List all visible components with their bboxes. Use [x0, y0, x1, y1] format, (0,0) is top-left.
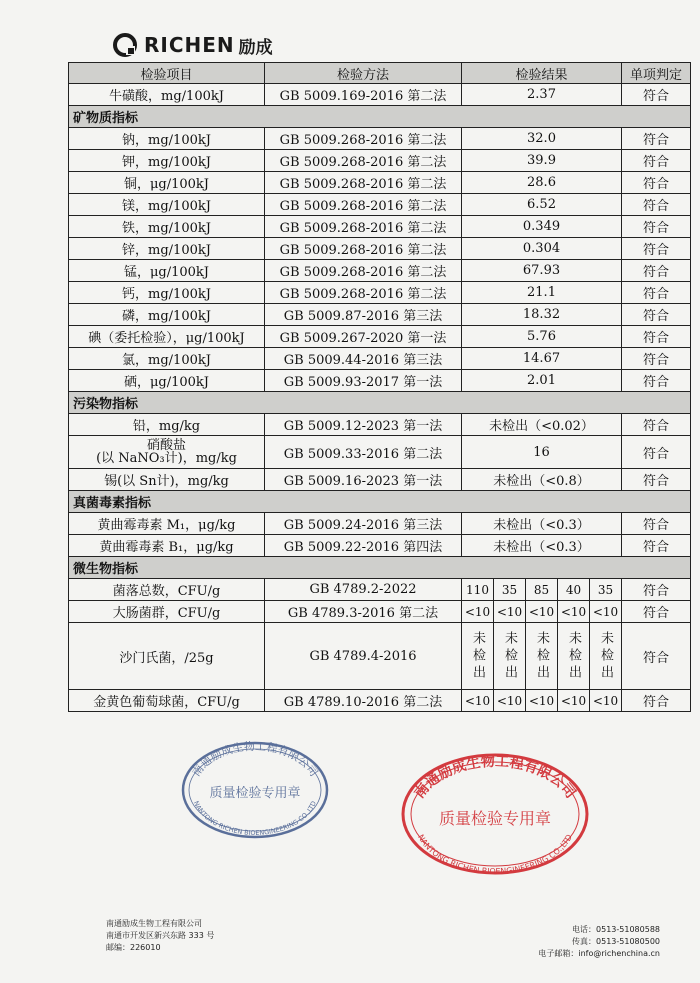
table-row — [69, 579, 691, 601]
result-values — [462, 623, 622, 690]
svg-text:南通励成生物工程有限公司 — [411, 753, 579, 802]
verdict: 符合 — [622, 326, 691, 348]
red-stamp-company: 南通励成生物工程有限公司 — [411, 753, 579, 802]
item-name: 硒，μg/100kJ — [69, 370, 265, 392]
item-name: 钾，mg/100kJ — [69, 150, 265, 172]
test-result: 未检出（<0.8） — [462, 469, 622, 491]
test-result: 39.9 — [462, 150, 622, 172]
test-result: 32.0 — [462, 128, 622, 150]
test-result: 28.6 — [462, 172, 622, 194]
column-header-verdict: 单项判定 — [622, 63, 691, 84]
red-stamp-english: NANTONG RICHEN BIOENGINEERING CO.,LTD — [415, 832, 575, 877]
quality-stamp-red — [400, 752, 590, 877]
table-row — [69, 690, 691, 712]
item-name: 铁，mg/100kJ — [69, 216, 265, 238]
svg-text:南通励成生物工程有限公司 — [190, 740, 321, 779]
item-name-line1: 硝酸盐 — [146, 438, 186, 453]
item-name: 锡(以 Sn计)，mg/kg — [69, 469, 265, 491]
table-row — [69, 370, 691, 392]
test-method: GB 5009.44-2016 第三法 — [265, 348, 462, 370]
item-name: 钙，mg/100kJ — [69, 282, 265, 304]
richen-logo-icon — [112, 32, 138, 58]
test-method: GB 5009.24-2016 第三法 — [265, 513, 462, 535]
svg-text:NANTONG RICHEN BIOENGINEERING — [416, 833, 574, 876]
item-name: 铅，mg/kg — [69, 414, 265, 436]
test-method: GB 4789.3-2016 第二法 — [265, 601, 462, 623]
item-name: 沙门氏菌，/25g — [69, 623, 265, 690]
section-row — [69, 491, 691, 513]
verdict: 符合 — [622, 436, 691, 469]
result-sample-value: 未检出 — [525, 623, 557, 689]
item-name: 锌，mg/100kJ — [69, 238, 265, 260]
column-header-method: 检验方法 — [265, 63, 462, 84]
result-sample-value: 未检出 — [470, 630, 485, 682]
item-name-line2: (以 NaNO₃计)，mg/kg — [96, 451, 237, 466]
table-row — [69, 601, 691, 623]
result-sample-value: 35 — [589, 579, 621, 600]
brand-name-cn: 励成 — [238, 37, 273, 58]
test-result: 67.93 — [462, 260, 622, 282]
item-name: 钠，mg/100kJ — [69, 128, 265, 150]
result-sample-value: 未检出 — [557, 623, 589, 689]
svg-text:NANTONG RICHEN BIOENGINEERING — [192, 800, 318, 837]
verdict: 符合 — [622, 260, 691, 282]
table-row — [69, 172, 691, 194]
verdict: 符合 — [622, 690, 691, 712]
verdict: 符合 — [622, 128, 691, 150]
footer-street: 南通市开发区新兴东路 333 号 — [106, 931, 215, 940]
table-row — [69, 436, 691, 469]
blue-stamp-title: 质量检验专用章 — [209, 786, 301, 801]
result-values — [462, 690, 622, 712]
footer-contact — [538, 924, 660, 960]
result-sample-value: <10 — [525, 601, 557, 622]
test-result: 0.349 — [462, 216, 622, 238]
section-label: 污染物指标 — [69, 392, 691, 414]
test-method: GB 5009.268-2016 第二法 — [265, 150, 462, 172]
footer-email: 电子邮箱：info@richenchina.cn — [538, 949, 660, 958]
test-method: GB 5009.33-2016 第二法 — [265, 436, 462, 469]
test-method: GB 4789.2-2022 — [265, 579, 462, 601]
test-result: 21.1 — [462, 282, 622, 304]
table-row — [69, 414, 691, 436]
table-row — [69, 282, 691, 304]
verdict: 符合 — [622, 579, 691, 601]
table-row — [69, 84, 691, 106]
result-sample-value: 85 — [525, 579, 557, 600]
section-label: 真菌毒素指标 — [69, 491, 691, 513]
table-row — [69, 260, 691, 282]
item-name: 菌落总数，CFU/g — [69, 579, 265, 601]
table-row — [69, 238, 691, 260]
section-row — [69, 392, 691, 414]
brand-name: RICHEN — [144, 33, 235, 57]
verdict: 符合 — [622, 304, 691, 326]
result-sample-value: <10 — [493, 690, 525, 711]
test-result: 0.304 — [462, 238, 622, 260]
table-row — [69, 513, 691, 535]
blue-stamp-english: NANTONG RICHEN BIOENGINEERING CO.,LTD — [191, 799, 319, 838]
test-result: 5.76 — [462, 326, 622, 348]
table-row — [69, 326, 691, 348]
result-sample-value: 未检出 — [589, 623, 621, 689]
brand-logo — [112, 30, 273, 60]
section-row — [69, 106, 691, 128]
test-method: GB 5009.87-2016 第三法 — [265, 304, 462, 326]
test-result: 未检出（<0.3） — [462, 535, 622, 557]
verdict: 符合 — [622, 216, 691, 238]
table-row — [69, 194, 691, 216]
result-sample-group — [462, 690, 621, 711]
verdict: 符合 — [622, 469, 691, 491]
item-name: 黄曲霉毒素 M₁，μg/kg — [69, 513, 265, 535]
result-sample-value: <10 — [525, 690, 557, 711]
test-method: GB 5009.268-2016 第二法 — [265, 128, 462, 150]
result-sample-group — [462, 623, 621, 689]
footer-address — [106, 918, 214, 954]
section-label: 矿物质指标 — [69, 106, 691, 128]
footer-fax: 传真：0513-51080500 — [572, 937, 660, 946]
test-method: GB 5009.268-2016 第二法 — [265, 216, 462, 238]
item-name: 金黄色葡萄球菌，CFU/g — [69, 690, 265, 712]
item-name: 铜，μg/100kJ — [69, 172, 265, 194]
test-method: GB 5009.268-2016 第二法 — [265, 172, 462, 194]
test-result: 18.32 — [462, 304, 622, 326]
result-sample-group — [462, 579, 621, 600]
test-result: 2.37 — [462, 84, 622, 106]
test-method: GB 5009.93-2017 第一法 — [265, 370, 462, 392]
item-name: 牛磺酸，mg/100kJ — [69, 84, 265, 106]
test-result: 6.52 — [462, 194, 622, 216]
result-sample-group — [462, 601, 621, 622]
table-header-row — [69, 63, 691, 84]
test-result: 14.67 — [462, 348, 622, 370]
verdict: 符合 — [622, 84, 691, 106]
footer-company: 南通励成生物工程有限公司 — [106, 919, 202, 928]
verdict: 符合 — [622, 414, 691, 436]
result-values — [462, 579, 622, 601]
verdict: 符合 — [622, 150, 691, 172]
test-result: 未检出（<0.02） — [462, 414, 622, 436]
test-method: GB 5009.16-2023 第一法 — [265, 469, 462, 491]
result-sample-value: <10 — [557, 601, 589, 622]
result-sample-value: 110 — [466, 582, 489, 597]
section-label: 微生物指标 — [69, 557, 691, 579]
test-method: GB 5009.12-2023 第一法 — [265, 414, 462, 436]
section-row — [69, 557, 691, 579]
item-name: 氯，mg/100kJ — [69, 348, 265, 370]
item-name: 镁，mg/100kJ — [69, 194, 265, 216]
table-row — [69, 150, 691, 172]
table-row — [69, 348, 691, 370]
test-method: GB 5009.22-2016 第四法 — [265, 535, 462, 557]
test-result: 未检出（<0.3） — [462, 513, 622, 535]
test-method: GB 5009.169-2016 第二法 — [265, 84, 462, 106]
test-method: GB 5009.268-2016 第二法 — [265, 238, 462, 260]
result-sample-value: 35 — [493, 579, 525, 600]
verdict: 符合 — [622, 601, 691, 623]
table-row — [69, 216, 691, 238]
column-header-result: 检验结果 — [462, 63, 622, 84]
verdict: 符合 — [622, 282, 691, 304]
test-method: GB 5009.268-2016 第二法 — [265, 260, 462, 282]
result-sample-value: <10 — [589, 601, 621, 622]
column-header-item: 检验项目 — [69, 63, 265, 84]
result-sample-value: <10 — [493, 601, 525, 622]
item-name: 磷，mg/100kJ — [69, 304, 265, 326]
verdict: 符合 — [622, 194, 691, 216]
blue-stamp-company: 南通励成生物工程有限公司 — [189, 740, 321, 779]
item-name — [69, 436, 265, 469]
result-sample-value: <10 — [557, 690, 589, 711]
table-row — [69, 128, 691, 150]
verdict: 符合 — [622, 238, 691, 260]
test-method: GB 5009.268-2016 第二法 — [265, 282, 462, 304]
result-sample-value: 未检出 — [493, 623, 525, 689]
footer-phone: 电话：0513-51080588 — [572, 925, 660, 934]
verdict: 符合 — [622, 535, 691, 557]
result-sample-value: <10 — [464, 604, 491, 619]
item-name: 黄曲霉毒素 B₁，μg/kg — [69, 535, 265, 557]
item-name: 锰，μg/100kJ — [69, 260, 265, 282]
test-method: GB 5009.268-2016 第二法 — [265, 194, 462, 216]
table-row — [69, 304, 691, 326]
verdict: 符合 — [622, 370, 691, 392]
verdict: 符合 — [622, 623, 691, 690]
verdict: 符合 — [622, 348, 691, 370]
test-method: GB 4789.4-2016 — [265, 623, 462, 690]
quality-stamp-blue — [180, 740, 330, 840]
verdict: 符合 — [622, 513, 691, 535]
result-values — [462, 601, 622, 623]
test-method: GB 5009.267-2020 第一法 — [265, 326, 462, 348]
result-sample-value: <10 — [464, 693, 491, 708]
red-stamp-title: 质量检验专用章 — [438, 809, 552, 828]
table-row — [69, 535, 691, 557]
inspection-table — [68, 62, 691, 712]
footer-postcode: 邮编：226010 — [106, 943, 161, 952]
table-row — [69, 469, 691, 491]
result-sample-value: 40 — [557, 579, 589, 600]
item-name: 大肠菌群，CFU/g — [69, 601, 265, 623]
verdict: 符合 — [622, 172, 691, 194]
result-sample-value: <10 — [589, 690, 621, 711]
item-name: 碘（委托检验），μg/100kJ — [69, 326, 265, 348]
test-method: GB 4789.10-2016 第二法 — [265, 690, 462, 712]
test-result: 2.01 — [462, 370, 622, 392]
test-result: 16 — [462, 436, 622, 469]
table-row — [69, 623, 691, 690]
